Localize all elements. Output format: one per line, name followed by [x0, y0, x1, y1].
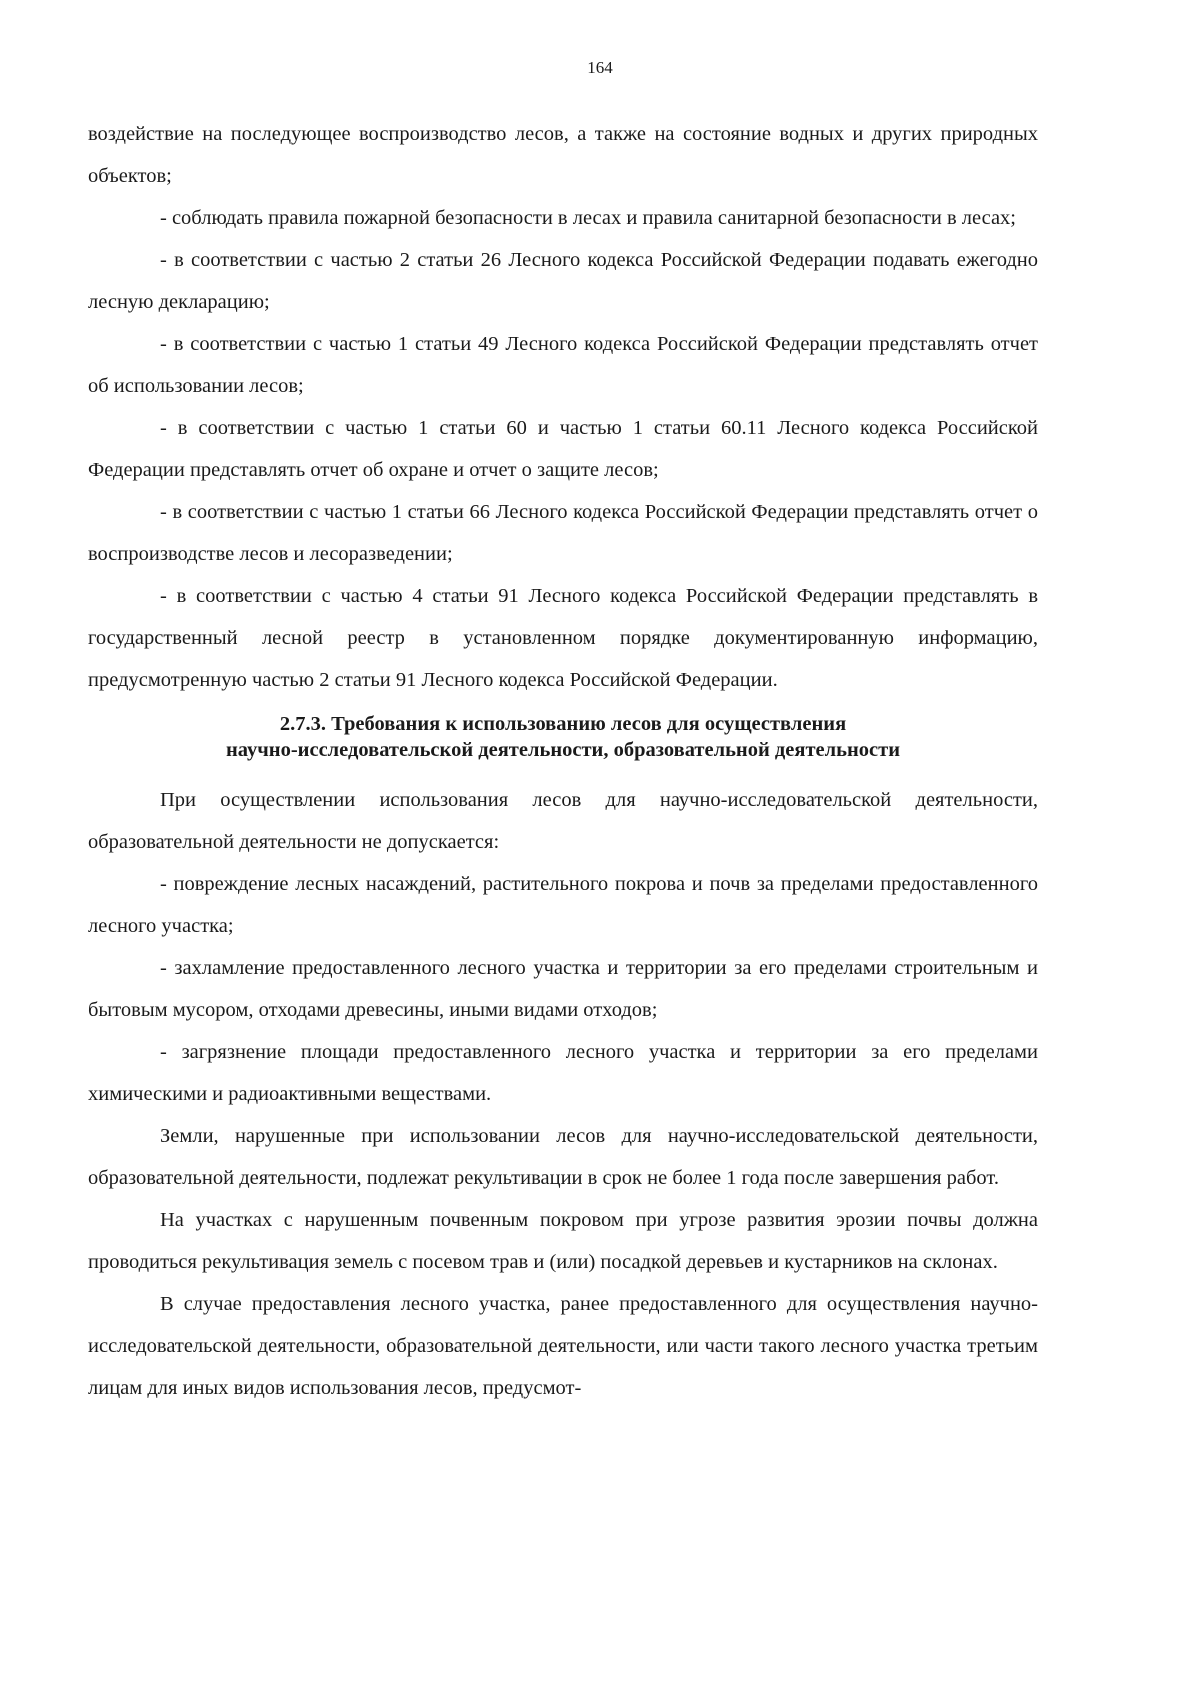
list-item: - в соответствии с частью 4 статьи 91 Лесного кодекса Российской Федерации представлять в государственный лесной реестр в установленном порядке документированную информацию, предусмотренную частью 2 статьи 91 Лесного кодекса Российской Федерации.	[88, 585, 1038, 691]
list-item: - в соответствии с частью 1 статьи 66 Лесного кодекса Российской Федерации представлять отчет о воспроизводстве лесов и лесоразведении;	[88, 501, 1038, 565]
section-heading	[88, 701, 1038, 779]
list-item: - соблюдать правила пожарной безопасности в лесах и правила санитарной безопасности в лесах;	[160, 207, 1016, 229]
list-item: - загрязнение площади предоставленного лесного участка и территории за его пределами химическими и радиоактивными веществами.	[88, 1041, 1038, 1105]
list-item: - повреждение лесных насаждений, растительного покрова и почв за пределами предоставленного лесного участка;	[88, 873, 1038, 937]
page-number: 164	[587, 58, 613, 77]
paragraph: Земли, нарушенные при использовании лесов для научно-исследовательской деятельности, образовательной деятельности, подлежат рекультивации в срок не более 1 года после завершения работ.	[88, 1125, 1038, 1189]
list-item: - в соответствии с частью 2 статьи 26 Лесного кодекса Российской Федерации подавать ежегодно лесную декларацию;	[88, 249, 1038, 313]
section-heading-line: 2.7.3. Требования к использованию лесов для осуществления	[279, 713, 847, 735]
section-heading-line: научно-исследовательской деятельности, образовательной деятельности	[225, 739, 901, 761]
list-item: - захламление предоставленного лесного участка и территории за его пределами строительным и бытовым мусором, отходами древесины, иными видами отходов;	[88, 957, 1038, 1021]
paragraph: воздействие на последующее воспроизводство лесов, а также на состояние водных и других природных объектов;	[88, 123, 1038, 187]
paragraph: В случае предоставления лесного участка, ранее предоставленного для осуществления научно-исследовательской деятельности, образовательной деятельности, или части такого лесного участка третьим лицам для иных видов использования лесов, предусмот-	[88, 1293, 1038, 1399]
paragraph: При осуществлении использования лесов для научно-исследовательской деятельности, образовательной деятельности не допускается:	[88, 789, 1038, 853]
paragraph: На участках с нарушенным почвенным покровом при угрозе развития эрозии почвы должна проводиться рекультивация земель с посевом трав и (или) посадкой деревьев и кустарников на склонах.	[88, 1209, 1038, 1273]
document-body	[88, 113, 1038, 1409]
list-item: - в соответствии с частью 1 статьи 49 Лесного кодекса Российской Федерации представлять отчет об использовании лесов;	[88, 333, 1038, 397]
list-item: - в соответствии с частью 1 статьи 60 и частью 1 статьи 60.11 Лесного кодекса Российской Федерации представлять отчет об охране и отчет о защите лесов;	[88, 417, 1038, 481]
